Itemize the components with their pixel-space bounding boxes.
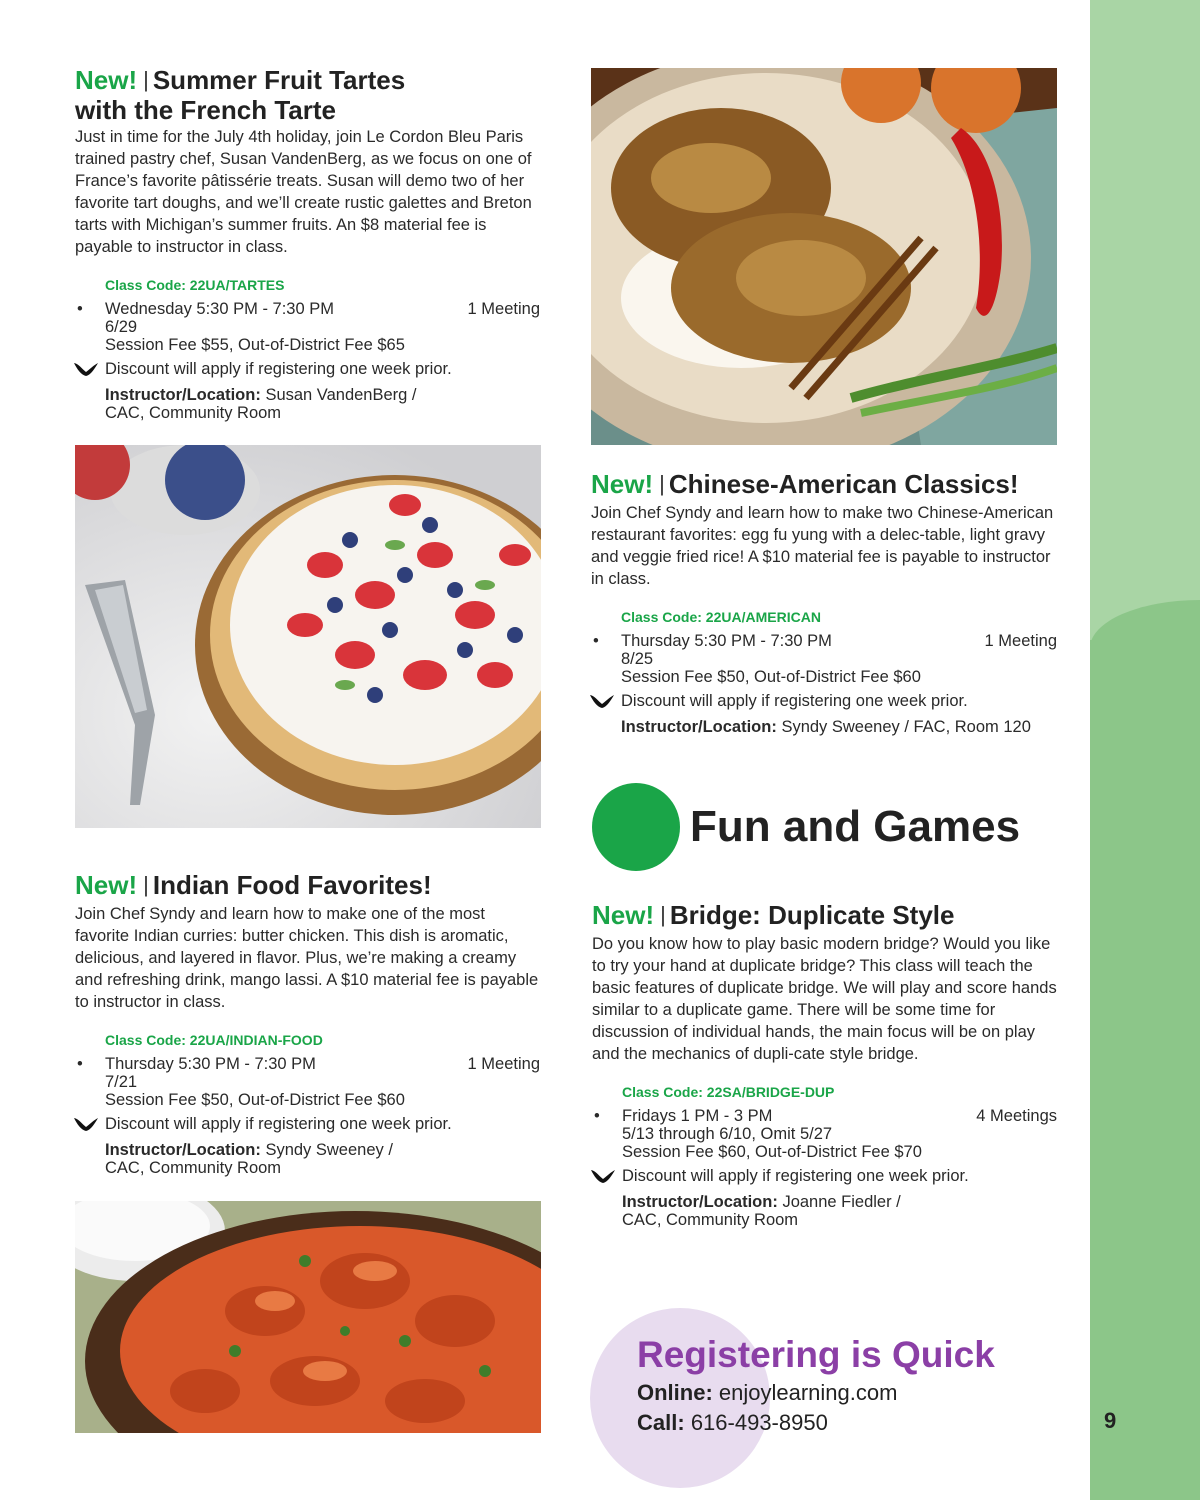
session-dates: 6/29 bbox=[105, 318, 138, 336]
registration-call bbox=[637, 1410, 995, 1436]
session-schedule: Wednesday 5:30 PM - 7:30 PM bbox=[105, 300, 334, 318]
new-label: New! bbox=[75, 870, 138, 900]
course-title bbox=[75, 871, 540, 901]
course-title-text: Indian Food Favorites! bbox=[152, 870, 432, 900]
course-bridge-duplicate-style bbox=[592, 901, 1057, 1229]
course-description: Do you know how to play basic modern bridge? Would you like to try your hand at duplicate bridge? This class will teach the basic features of duplicate bridge. We will play and score hands similar to a duplicate game. There will be some time for discussion of individual hands, the main focus will be on play and the mechanics of dupli-cate style bridge. bbox=[592, 935, 1057, 1063]
instructor-value: Susan VandenBerg / bbox=[265, 386, 417, 404]
title-separator: | bbox=[143, 67, 149, 92]
berry-tart-photo bbox=[75, 445, 541, 828]
session-fees: Session Fee $55, Out-of-District Fee $65 bbox=[105, 336, 405, 354]
discount-bird-icon bbox=[73, 1115, 99, 1133]
course-title-text: Summer Fruit Tartes bbox=[152, 65, 406, 95]
butter-chicken-photo bbox=[75, 1201, 541, 1433]
bullet-icon: • bbox=[77, 1055, 83, 1073]
session-row bbox=[593, 632, 1057, 650]
page-number: 9 bbox=[1104, 1408, 1117, 1433]
side-strip-light-band bbox=[1090, 0, 1200, 640]
egg-fu-yung-photo bbox=[591, 68, 1057, 445]
instructor-value: Syndy Sweeney / bbox=[265, 1141, 393, 1159]
session-row bbox=[77, 300, 540, 318]
course-title-text: Bridge: Duplicate Style bbox=[669, 900, 955, 930]
discount-note bbox=[621, 692, 1057, 710]
session-fees: Session Fee $60, Out-of-District Fee $70 bbox=[622, 1143, 922, 1161]
new-label: New! bbox=[75, 65, 138, 95]
new-label: New! bbox=[591, 469, 654, 499]
location-value: CAC, Community Room bbox=[105, 1159, 282, 1177]
meeting-count: 1 Meeting bbox=[984, 632, 1057, 650]
session-dates: 5/13 through 6/10, Omit 5/27 bbox=[622, 1125, 833, 1143]
section-dot-icon bbox=[592, 783, 680, 871]
phone-number[interactable]: 616-493-8950 bbox=[690, 1410, 828, 1435]
instructor-location bbox=[105, 1141, 540, 1177]
title-separator: | bbox=[660, 902, 666, 927]
title-separator: | bbox=[143, 872, 149, 897]
location-value: CAC, Community Room bbox=[105, 404, 282, 422]
course-description: Just in time for the July 4th holiday, join Le Cordon Bleu Paris trained pastry chef, Susan VandenBerg, as we focus on one of France’s favorite pâtissérie treats. Susan will demo two of her favorite tart doughs, and we’ll create rustic galettes and Breton tarts with Michigan’s summer fruits. An $8 material fee is payable to instructor in class. bbox=[75, 128, 532, 256]
course-summer-fruit-tartes bbox=[75, 66, 540, 422]
class-code: Class Code: 22UA/TARTES bbox=[105, 277, 285, 293]
course-title bbox=[591, 470, 1057, 500]
registration-title: Registering is Quick bbox=[637, 1334, 995, 1375]
discount-bird-icon bbox=[590, 1167, 616, 1185]
new-label: New! bbox=[592, 900, 655, 930]
instructor-location bbox=[105, 386, 540, 422]
bullet-icon: • bbox=[594, 1107, 600, 1125]
course-chinese-american-classics bbox=[591, 470, 1057, 736]
discount-text: Discount will apply if registering one week prior. bbox=[105, 1115, 452, 1133]
discount-note bbox=[105, 1115, 540, 1133]
online-link[interactable]: enjoylearning.com bbox=[718, 1380, 898, 1405]
instructor-location bbox=[621, 718, 1057, 736]
discount-note bbox=[105, 360, 540, 378]
meeting-count: 1 Meeting bbox=[467, 1055, 540, 1073]
discount-text: Discount will apply if registering one week prior. bbox=[622, 1167, 969, 1185]
online-label: Online: bbox=[637, 1380, 713, 1405]
class-code: Class Code: 22UA/INDIAN-FOOD bbox=[105, 1032, 323, 1048]
registration-online bbox=[637, 1380, 995, 1406]
registration-info bbox=[637, 1334, 995, 1436]
course-title-text-line2: with the French Tarte bbox=[75, 95, 336, 125]
session-dates: 7/21 bbox=[105, 1073, 138, 1091]
class-code: Class Code: 22SA/BRIDGE-DUP bbox=[622, 1084, 835, 1100]
section-title: Fun and Games bbox=[690, 802, 1021, 851]
section-header-fun-and-games bbox=[592, 783, 1020, 871]
course-details bbox=[594, 1083, 1057, 1229]
discount-text: Discount will apply if registering one week prior. bbox=[105, 360, 452, 378]
instructor-value: Joanne Fiedler / bbox=[782, 1193, 901, 1211]
course-description: Join Chef Syndy and learn how to make two Chinese-American restaurant favorites: egg fu yung with a delec-table, light gravy and veggie fried rice! A $10 material fee is payable to instructor in class. bbox=[591, 504, 1054, 588]
bullet-icon: • bbox=[593, 632, 599, 650]
meeting-count: 4 Meetings bbox=[976, 1107, 1057, 1125]
discount-bird-icon bbox=[73, 360, 99, 378]
course-details bbox=[77, 276, 540, 422]
session-schedule: Fridays 1 PM - 3 PM bbox=[622, 1107, 773, 1125]
instructor-label: Instructor/Location: bbox=[621, 718, 777, 736]
title-separator: | bbox=[659, 471, 665, 496]
course-details bbox=[77, 1031, 540, 1177]
instructor-label: Instructor/Location: bbox=[105, 1141, 261, 1159]
course-details bbox=[593, 608, 1057, 736]
course-description: Join Chef Syndy and learn how to make one of the most favorite Indian curries: butter chicken. This dish is aromatic, delicious, and layered in flavor. Plus, we’re making a creamy and refreshing drink, mango lassi. A $10 material fee is payable to instructor in class. bbox=[75, 905, 539, 1011]
course-title bbox=[592, 901, 1057, 931]
course-title-text: Chinese-American Classics! bbox=[668, 469, 1019, 499]
session-row bbox=[594, 1107, 1057, 1125]
session-dates: 8/25 bbox=[621, 650, 654, 668]
meeting-count: 1 Meeting bbox=[467, 300, 540, 318]
bullet-icon: • bbox=[77, 300, 83, 318]
call-label: Call: bbox=[637, 1410, 685, 1435]
course-indian-food-favorites bbox=[75, 871, 540, 1177]
session-schedule: Thursday 5:30 PM - 7:30 PM bbox=[105, 1055, 316, 1073]
class-code: Class Code: 22UA/AMERICAN bbox=[621, 609, 821, 625]
instructor-value: Syndy Sweeney / FAC, Room 120 bbox=[781, 718, 1031, 736]
location-value: CAC, Community Room bbox=[622, 1211, 799, 1229]
discount-text: Discount will apply if registering one week prior. bbox=[621, 692, 968, 710]
session-fees: Session Fee $50, Out-of-District Fee $60 bbox=[621, 668, 921, 686]
discount-note bbox=[622, 1167, 1057, 1185]
session-row bbox=[77, 1055, 540, 1073]
session-fees: Session Fee $50, Out-of-District Fee $60 bbox=[105, 1091, 405, 1109]
session-schedule: Thursday 5:30 PM - 7:30 PM bbox=[621, 632, 832, 650]
discount-bird-icon bbox=[589, 692, 615, 710]
instructor-label: Instructor/Location: bbox=[105, 386, 261, 404]
instructor-label: Instructor/Location: bbox=[622, 1193, 778, 1211]
course-title bbox=[75, 66, 540, 124]
instructor-location bbox=[622, 1193, 1057, 1229]
